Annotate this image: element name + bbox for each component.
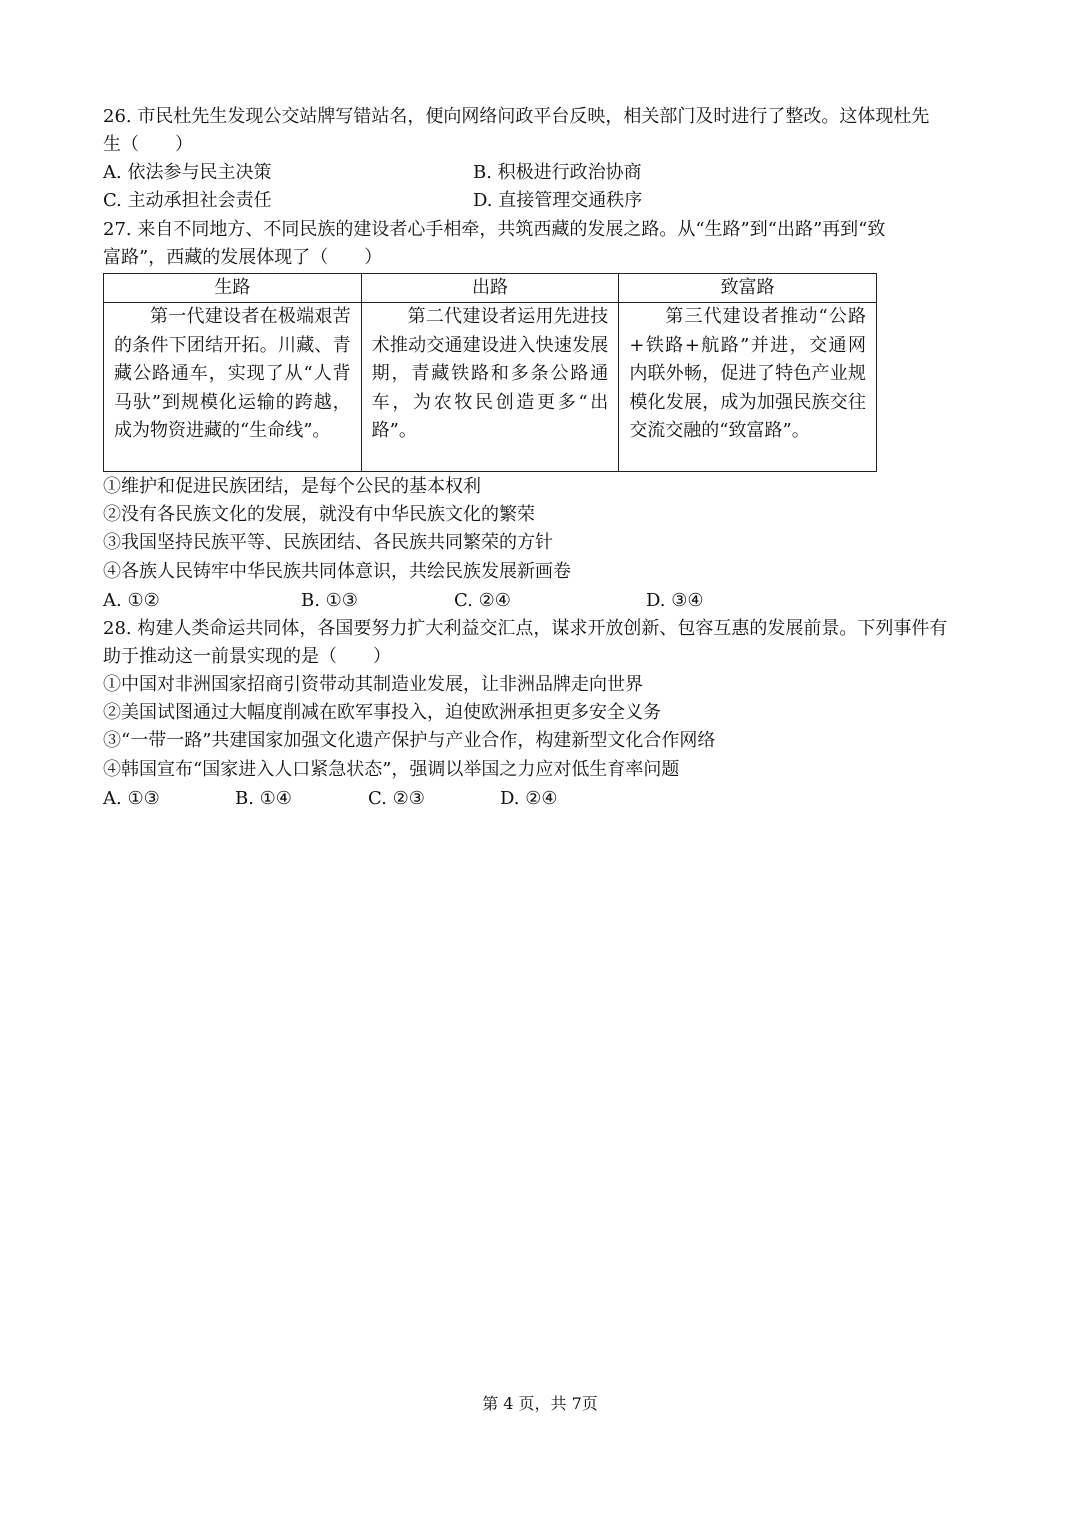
table-cell-zhifulu: 第三代建设者推动“公路+铁路+航路”并进，交通网内联外畅，促进了特色产业规模化发展，成为加强民族交往交流交融的“致富路”。	[619, 303, 877, 472]
q28-stem-line2: 助于推动这一前景实现的是（ ）	[103, 646, 391, 667]
q27-statement-2: ②没有各民族文化的发展，就没有中华民族文化的繁荣	[103, 504, 535, 525]
table-cell-shenglu: 第一代建设者在极端艰苦的条件下团结开拓。川藏、青藏公路通车，实现了从“人背马驮”到规模化运输的跨越，成为物资进藏的“生命线”。	[104, 303, 362, 472]
q26-stem-line1: 26. 市民杜先生发现公交站牌写错站名，便向网络问政平台反映，相关部门及时进行了整改。这体现杜先	[103, 106, 930, 127]
q26-option-d: D. 直接管理交通秩序	[473, 190, 643, 211]
q27-road-table	[103, 273, 877, 472]
q28-option-d: D. ②④	[500, 788, 558, 809]
table-header-shenglu: 生路	[104, 274, 362, 303]
q26-option-a: A. 依法参与民主决策	[103, 162, 272, 183]
q27-statement-1: ①维护和促进民族团结，是每个公民的基本权利	[103, 476, 481, 497]
q28-option-a: A. ①③	[103, 788, 160, 809]
q27-statement-4: ④各族人民铸牢中华民族共同体意识，共绘民族发展新画卷	[103, 561, 571, 582]
q28-option-b: B. ①④	[235, 788, 292, 809]
q27-stem-line1: 27. 来自不同地方、不同民族的建设者心手相牵，共筑西藏的发展之路。从“生路”到“出路”再到“致	[103, 219, 886, 240]
q28-statement-4: ④韩国宣布“国家进入人口紧急状态”，强调以举国之力应对低生育率问题	[103, 759, 680, 780]
q28-option-c: C. ②③	[368, 788, 425, 809]
q28-statement-2: ②美国试图通过大幅度削减在欧军事投入，迫使欧洲承担更多安全义务	[103, 702, 661, 723]
q27-option-c: C. ②④	[454, 590, 511, 611]
q27-option-b: B. ①③	[301, 590, 358, 611]
table-cell-chulu: 第二代建设者运用先进技术推动交通建设进入快速发展期，青藏铁路和多条公路通车，为农牧民创造更多“出路”。	[361, 303, 619, 472]
q27-statement-3: ③我国坚持民族平等、民族团结、各民族共同繁荣的方针	[103, 532, 553, 553]
q28-statement-3: ③“一带一路”共建国家加强文化遗产保护与产业合作，构建新型文化合作网络	[103, 730, 716, 751]
q26-option-c: C. 主动承担社会责任	[103, 190, 272, 211]
q26-option-b: B. 积极进行政治协商	[473, 162, 642, 183]
q27-stem-line2: 富路”，西藏的发展体现了（ ）	[103, 247, 383, 268]
q26-stem-line2: 生（ ）	[103, 134, 193, 155]
q27-option-d: D. ③④	[646, 590, 704, 611]
table-header-zhifulu: 致富路	[619, 274, 877, 303]
q28-statement-1: ①中国对非洲国家招商引资带动其制造业发展，让非洲品牌走向世界	[103, 674, 643, 695]
q27-option-a: A. ①②	[103, 590, 160, 611]
q28-stem-line1: 28. 构建人类命运共同体，各国要努力扩大利益交汇点，谋求开放创新、包容互惠的发展前景。下列事件有	[103, 618, 948, 639]
table-header-chulu: 出路	[361, 274, 619, 303]
page-footer: 第 4 页，共 7页	[482, 1394, 598, 1413]
